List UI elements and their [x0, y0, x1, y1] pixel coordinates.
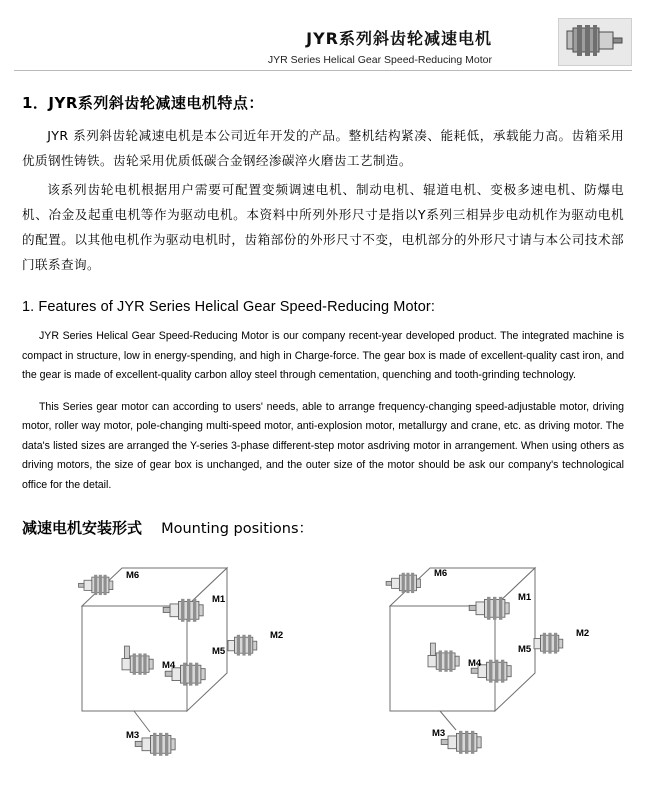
motor-m3	[135, 733, 175, 756]
paragraph-cn-2: 该系列齿轮电机根据用户需要可配置变频调速电机、制动电机、辊道电机、变极多速电机、防爆电机、冶金及起重电机等作为驱动电机。本资料中所列外形尺寸是指以Y系列三相异步电动机作为驱动电机的配置。以其他电机作为驱动电机时，齿箱部份的外形尺寸不变，电机部分的外形尺寸请与本公司技术部门联系查询。	[22, 182, 624, 272]
mounting-diagram-left	[22, 546, 312, 781]
mounting-heading	[22, 517, 624, 538]
label-m4-right: M4	[468, 658, 482, 669]
label-m2-left: M2	[270, 630, 284, 641]
label-m1-left: M1	[212, 594, 226, 605]
header-divider	[14, 70, 632, 71]
motor-m2	[228, 635, 257, 656]
label-m2-right: M2	[576, 628, 590, 639]
mounting-diagrams	[0, 546, 646, 786]
paragraph-en-1: JYR Series Helical Gear Speed-Reducing Motor is our company recent-year developed product. The integrated machine is compact in structure, low in energy-spending, and high in Charge-force. The gear box is made of excellent-quality cast iron, and the gear is made of excellent-quality carbon alloy steel through cementation, quenching and tooth-grinding technology.	[22, 330, 624, 381]
label-m5-right: M5	[518, 644, 532, 655]
page-header	[0, 0, 646, 78]
label-m6-left: M6	[126, 570, 140, 581]
page-title-en: JYR Series Helical Gear Speed-Reducing Motor	[267, 54, 492, 66]
label-m3-right: M3	[432, 728, 446, 739]
mounting-diagram-right	[330, 546, 620, 781]
motor-m6	[386, 573, 420, 593]
gear-motor-illustration-icon	[559, 19, 629, 63]
label-m5-left: M5	[212, 646, 226, 657]
label-m3-left: M3	[126, 730, 140, 741]
motor-m3	[441, 731, 481, 754]
motor-m6	[79, 575, 113, 595]
label-m6-right: M6	[434, 568, 448, 579]
label-m1-right: M1	[518, 592, 532, 603]
label-m4-left: M4	[162, 660, 176, 671]
mounting-heading-en: Mounting positions：	[161, 521, 314, 537]
paragraph-cn-1: JYR 系列斜齿轮减速电机是本公司近年开发的产品。整机结构紧凑、能耗低，承载能力高。齿箱采用优质钢性铸铁。齿轮采用优质低碳合金钢经渗碳淬火磨齿工艺制造。	[22, 128, 624, 168]
product-photo	[558, 18, 632, 66]
section-heading-en: 1. Features of JYR Series Helical Gear Speed-Reducing Motor:	[22, 299, 435, 315]
document-content	[0, 92, 646, 538]
motor-m2	[534, 633, 563, 654]
header-title-block	[0, 26, 506, 66]
section-heading-cn: 1．JYR系列斜齿轮减速电机特点：	[22, 94, 264, 112]
page-title-cn: JYR系列斜齿轮减速电机	[306, 29, 492, 48]
mounting-heading-cn: 减速电机安装形式	[22, 519, 143, 537]
paragraph-en-2: This Series gear motor can according to users' needs, able to arrange frequency-changing speed-adjustable motor, driving motor, roller way motor, pole-changing multi-speed motor, anti-explosion motor, metallurgy and crane, etc. as driving motor. The data's listed sizes are arranged the Y-series 3-phase different-step motor asdriving motor in arrangement. When using others as driving motors, the size of gear box is unchanged, and the outer size of the motor should be ask our company's technological office for the detail.	[22, 400, 624, 491]
